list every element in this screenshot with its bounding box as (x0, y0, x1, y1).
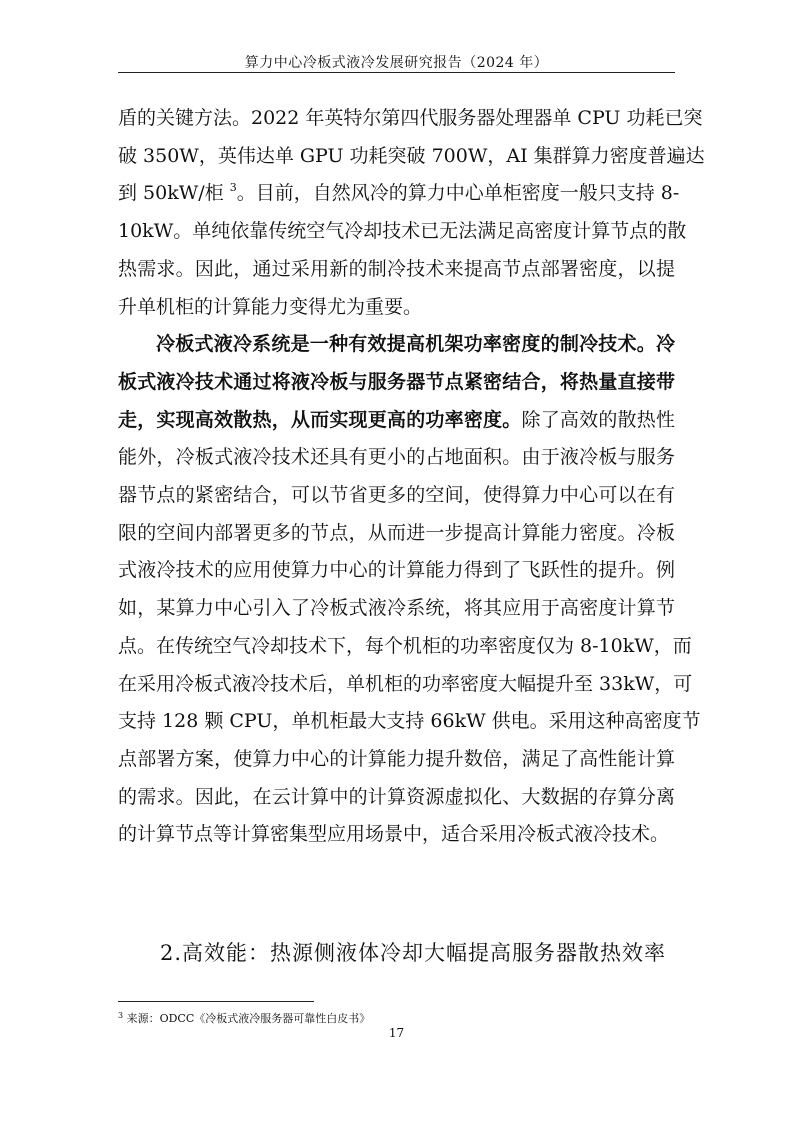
bold-line: 冷板式液冷系统是一种有效提高机架功率密度的制冷技术。冷 (156, 333, 675, 356)
body-line: 器节点的紧密结合，可以节省更多的空间，使得算力中心可以在有 (118, 484, 675, 507)
body-line: 式液冷技术的应用使算力中心的计算能力得到了飞跃性的提升。例 (118, 559, 675, 582)
footnote-rule (118, 1001, 314, 1002)
body-text (118, 100, 705, 854)
body-line: 能外，冷板式液冷技术还具有更小的占地面积。由于液冷板与服务 (118, 446, 675, 469)
body-line-part: 除了高效的散热性 (521, 408, 675, 431)
body-line: 的需求。因此，在云计算中的计算资源虚拟化、大数据的存算分离 (118, 785, 675, 808)
body-line-part: 到 50kW/柜 (118, 182, 224, 205)
body-line (118, 175, 680, 213)
body-line: 破 350W，英伟达单 GPU 功耗突破 700W，AI 集群算力密度普遍达 (118, 144, 705, 167)
body-line (118, 402, 675, 440)
bold-line: 板式液冷技术通过将液冷板与服务器节点紧密结合，将热量直接带 (118, 370, 675, 393)
body-line: 如，某算力中心引入了冷板式液冷系统，将其应用于高密度计算节 (118, 597, 675, 620)
body-line: 点。在传统空气冷却技术下，每个机柜的功率密度仅为 8-10kW，而 (118, 634, 692, 657)
footnote (118, 1010, 370, 1026)
footnote-text: 来源：ODCC《冷板式液冷服务器可靠性白皮书》 (126, 1012, 371, 1025)
body-line: 盾的关键方法。2022 年英特尔第四代服务器处理器单 CPU 功耗已突 (118, 107, 703, 129)
page-number: 17 (388, 1026, 405, 1040)
body-line: 点部署方案，使算力中心的计算能力提升数倍，满足了高性能计算 (118, 747, 675, 770)
section-heading: 2.高效能：热源侧液体冷却大幅提高服务器散热效率 (160, 941, 667, 965)
running-header: 算力中心冷板式液冷发展研究报告（2024 年） (244, 55, 549, 71)
body-line: 在采用冷板式液冷技术后，单机柜的功率密度大幅提升至 33kW，可 (118, 672, 693, 695)
body-line-part: 。目前，自然风冷的算力中心单柜密度一般只支持 8- (236, 182, 680, 205)
footnote-number: 3 (118, 1011, 124, 1020)
body-line: 限的空间内部署更多的节点，从而进一步提高计算能力密度。冷板 (118, 521, 675, 544)
body-line: 热需求。因此，通过采用新的制冷技术来提高节点部署密度，以提 (118, 257, 675, 280)
bold-span: 走，实现高效散热，从而实现更高的功率密度。 (118, 408, 522, 431)
body-line: 支持 128 颗 CPU，单机柜最大支持 66kW 供电。采用这种高密度节 (118, 710, 701, 733)
header-rule (118, 72, 675, 73)
body-line: 的计算节点等计算密集型应用场景中，适合采用冷板式液冷技术。 (118, 823, 670, 846)
footnote-ref[interactable]: 3 (229, 181, 237, 195)
body-line: 升单机柜的计算能力变得尤为重要。 (118, 295, 423, 318)
body-line: 10kW。单纯依靠传统空气冷却技术已无法满足高密度计算节点的散 (118, 220, 687, 243)
